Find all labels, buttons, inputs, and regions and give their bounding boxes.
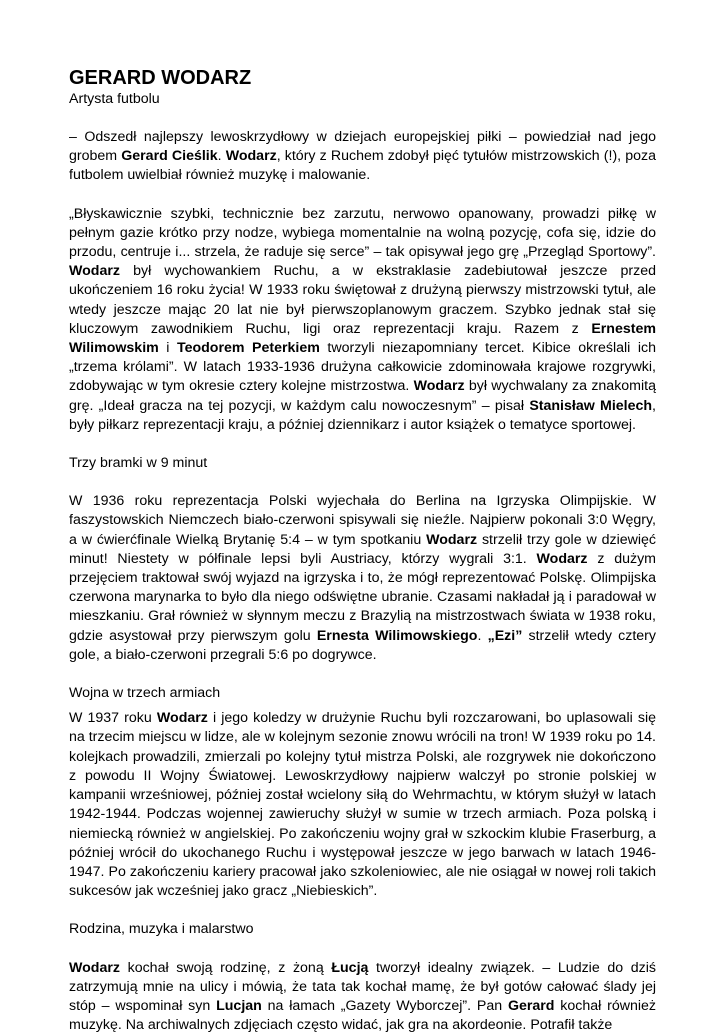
bold-name-text: Ernestem Wilimowskim [69, 320, 656, 357]
text-run: . [217, 148, 226, 165]
text-run: „Błyskawicznie szybki, technicznie bez zarzutu, nerwowo opanowany, prowadzi piłkę w pełnym gazie krótko przy nodze, wybiega momentalnie na wolną pozycję, cofa się, idzie do przodu, centruje i... strzela, że raduje się serce” – tak opisywał jego grę „Przegląd Sportowy”. [69, 205, 656, 261]
section-heading-family: Rodzina, muzyka i malarstwo [69, 921, 254, 938]
bold-name-text: Gerard Cieślik [121, 148, 218, 165]
section-heading-olympics: Trzy bramki w 9 minut [69, 455, 208, 472]
text-run: był wychowankiem Ruchu, a w ekstraklasie zadebiutował jeszcze przed ukończeniem 16 roku życia! W 1933 roku świętował z drużyną pierwszy mistrzowski tytuł, ale wtedy jeszcze mając 20 lat nie był pierwszoplanowym graczem. Szybko jednak stał się kluczowym zawodnikiem Ruchu, ligi oraz reprezentacji kraju. Razem z [69, 263, 656, 337]
bold-name-text: Lucjan [216, 997, 262, 1014]
bold-name-text: „Ezi” [487, 627, 523, 644]
text-run: , który z Ruchem zdobył pięć tytułów mistrzowskich (!), poza futbolem uwielbiał również muzykę i malowanie. [69, 148, 657, 184]
text-run: kochał swoją rodzinę, z żoną [119, 959, 332, 976]
bold-name-text: Gerard [507, 997, 555, 1014]
text-run: był wychwalany za znakomitą grę. „Ideał gracza na tej pozycji, w każdym calu nowoczesnym” – pisał [69, 378, 656, 414]
bold-name-text: Wodarz [536, 550, 588, 567]
text-run: kochał również muzykę. Na archiwalnych zdjęciach często widać, jak gra na akordeonie. Potrafił także [69, 997, 657, 1034]
text-run: . [477, 627, 488, 644]
bold-name-text: Wodarz [413, 378, 465, 395]
bold-name-text: Wodarz [225, 148, 277, 165]
text-run: strzelił wtedy cztery gole, a biało-czerwoni przegrali 5:6 po dogrywce. [69, 627, 657, 663]
bold-name-text: Wodarz [69, 959, 120, 976]
text-run: i [158, 340, 177, 357]
text-run: tworzył idealny związek. – Ludzie do dziś zatrzymują mnie na ulicy i mówią, że tata tak kochał mamę, że był gotów całować ślady jej stóp – wspominał syn [69, 959, 656, 1014]
paragraph-olympics [69, 492, 656, 665]
text-run: z dużym przejęciem traktował swój wyjazd na igrzyska i to, że mógł reprezentować Polskę. Olimpijska czerwona marynarka to było dla niego odświętne ubranie. Czasami nakładał ją i paradował w mieszkaniu. Grał również w słynnym meczu z Brazylią na mistrzostwach świata w 1938 roku, gdzie asystował przy pierwszym golu [69, 550, 656, 644]
bold-name-text: Wodarz [69, 263, 120, 280]
document-subtitle: Artysta futbolu [69, 91, 160, 107]
bold-name-text: Łucją [331, 959, 369, 976]
text-run: strzelił trzy gole w dziewięć minut! Niestety w półfinale lepsi byli Austriacy, którzy wygrali 3:1. [69, 531, 656, 567]
text-run: tworzyli niezapomniany tercet. Kibice określali ich „trzema królami”. W latach 1933-1936 drużyna całkowicie zdominowała krajowe rozgrywki, zdobywając w tym okresie cztery kolejne mistrzostwa. [69, 340, 656, 395]
text-run: , były piłkarz reprezentacji kraju, a później dziennikarz i autor książek o tematyce sportowej. [69, 397, 656, 433]
text-run: W 1937 roku [69, 710, 157, 727]
document-title: GERARD WODARZ [69, 67, 252, 89]
text-run: na łamach „Gazety Wyborczej”. Pan [261, 997, 508, 1014]
intro-paragraph [69, 128, 656, 186]
text-run: W 1936 roku reprezentacja Polski wyjechała do Berlina na Igrzyska Olimpijskie. W faszystowskich Niemczech biało-czerwoni spisywali się nieźle. Najpierw pokonali 3:0 Węgry, a w ćwierćfinale Wielką Brytanię 5:4 – w tym spotkaniu [69, 493, 656, 548]
bold-name-text: Teodorem Peterkiem [176, 340, 320, 357]
bold-name-text: Wodarz [156, 710, 208, 727]
paragraph-war [69, 709, 656, 901]
bold-name-text: Stanisław Mielech [529, 397, 653, 414]
paragraph-career [69, 205, 656, 435]
text-run: – Odszedł najlepszy lewoskrzydłowy w dziejach europejskiej piłki – powiedział nad jego grobem [69, 129, 656, 165]
bold-name-text: Ernesta Wilimowskiego [316, 627, 478, 644]
text-run: i jego koledzy w drużynie Ruchu byli rozczarowani, bo uplasowali się na trzecim miejscu w lidze, ale w kolejnym sezonie znowu wrócili na tron! W 1939 roku po 14. kolejkach prowadzili, zmierzali po kolejny tytuł mistrza Polski, ale rozgrywek nie dokończono z powodu II Wojny Światowej. Lewoskrzydłowy najpierw walczył po stronie polskiej w kampanii wrześniowej, później został wcielony siłą do Wehrmachtu, w którym służył w latach 1942-1944. Podczas wojennej zawieruchy służył w sumie w trzech armiach. Poza polską i niemiecką również w angielskiej. Po zakończeniu wojny grał w szkockim klubie Fraserburg, a później wrócił do ukochanego Ruchu i występował jeszcze w jego barwach w latach 1946-1947. Po zakończeniu kariery pracował jako szkoleniowiec, ale nie osiągał w nowej roli takich sukcesów jak wcześniej jako gracz „Niebieskich”. [69, 710, 657, 900]
bold-name-text: Wodarz [426, 531, 478, 548]
section-heading-war: Wojna w trzech armiach [69, 685, 221, 702]
